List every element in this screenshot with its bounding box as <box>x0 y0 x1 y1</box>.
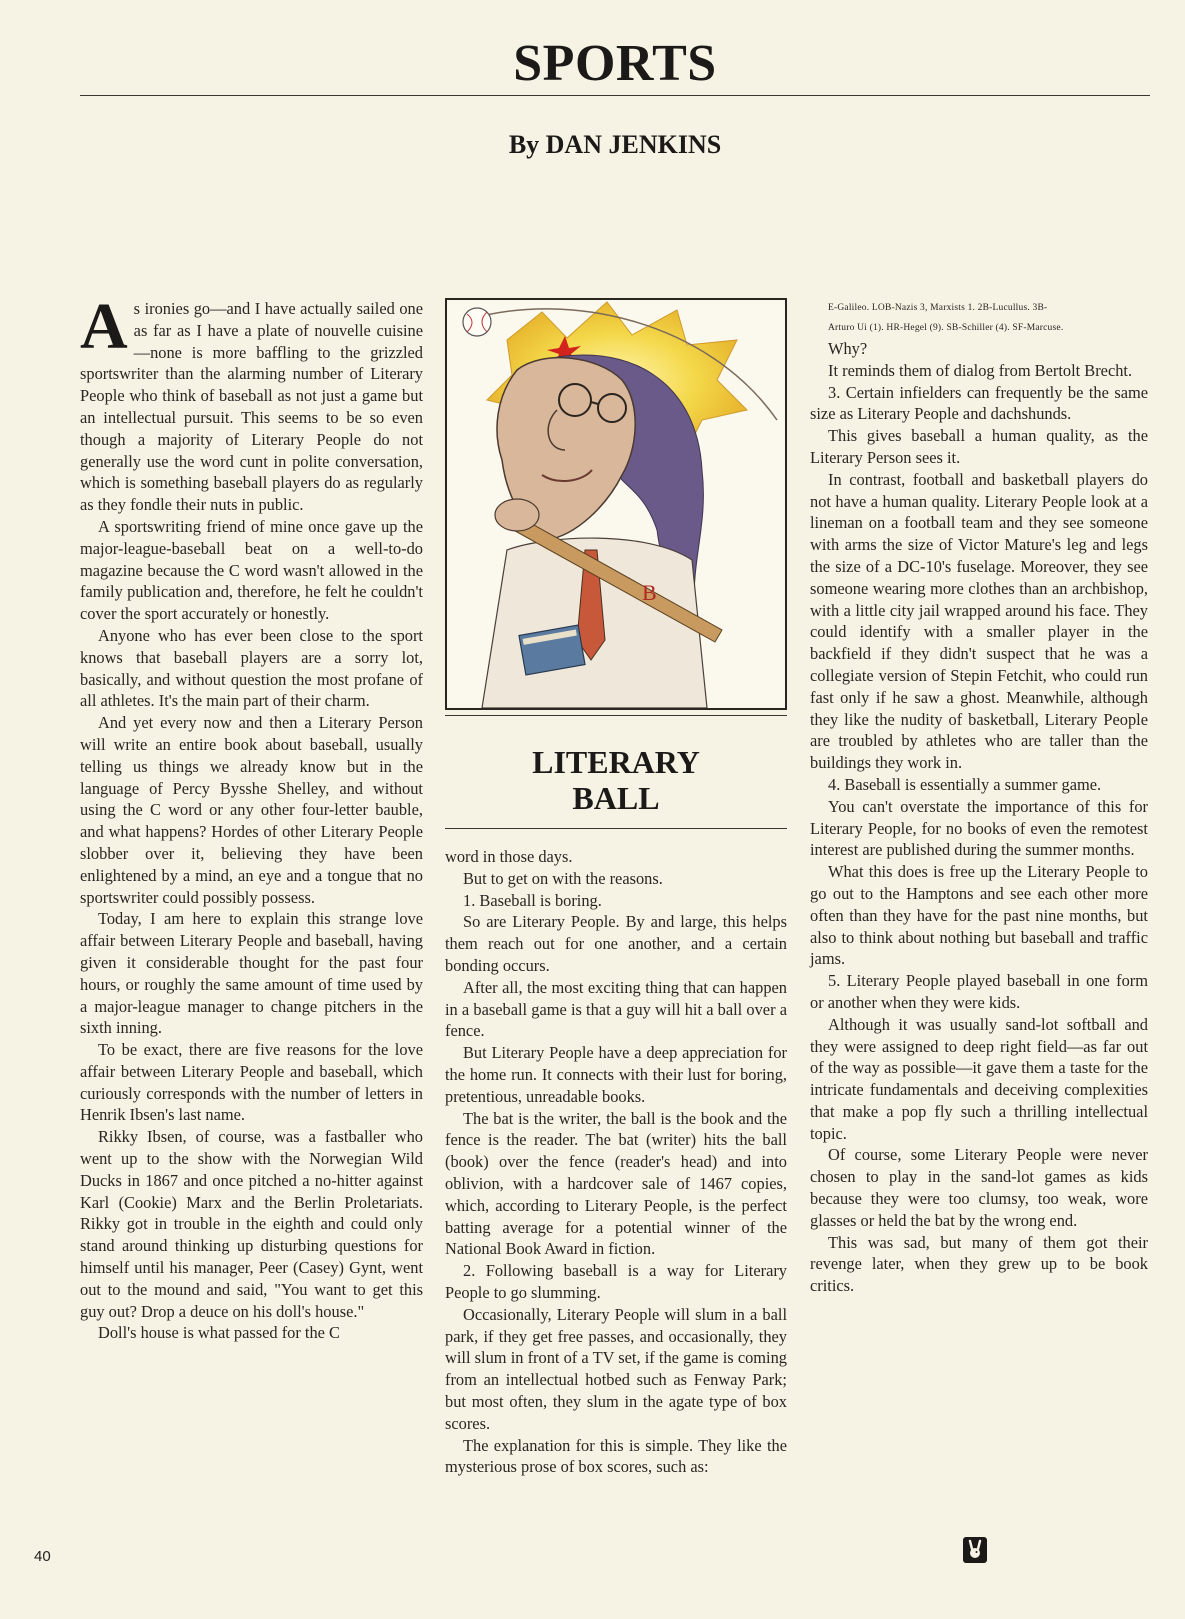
paragraph: 2. Following baseball is a way for Literary People to go slumming. <box>445 1261 787 1302</box>
caricature-illustration <box>445 298 787 710</box>
byline: By DAN JENKINS <box>508 130 722 159</box>
rabbit-head-icon <box>963 1537 987 1563</box>
paragraph: You can't overstate the importance of this for Literary People, for no books of even the remotest interest are published during the summer months. <box>810 796 1148 860</box>
section-title: SPORTS <box>513 35 717 92</box>
headline-rule-top <box>445 715 787 716</box>
paragraph: After all, the most exciting thing that can happen in a baseball game is that a guy will hit a ball over a fence. <box>445 977 787 1041</box>
drop-cap: A <box>80 290 128 363</box>
headline-line-1: LITERARY <box>532 744 700 780</box>
svg-text:B: B <box>642 580 657 605</box>
box-score-line: Arturo Ui (1). HR-Hegel (9). SB-Schiller (4). SF-Marcuse. <box>828 323 1064 333</box>
paragraph: But to get on with the reasons. <box>463 868 663 888</box>
paragraph: To be exact, there are five reasons for the love affair between Literary People and baseball, which curiously corresponds with the number of letters in Henrik Ibsen's last name. <box>80 1040 423 1125</box>
batter-caricature-image <box>447 300 785 708</box>
paragraph: Today, I am here to explain this strange love affair between Literary People and baseball, having given it considerable thought for the past four hours, or roughly the same amount of time used by a major-league manager to change pitchers in the sixth inning. <box>80 909 423 1038</box>
paragraph: 3. Certain infielders can frequently be the same size as Literary People and dachshunds. <box>810 382 1148 424</box>
headline-line-2: BALL <box>572 780 660 816</box>
paragraph: This gives baseball a human quality, as the Literary Person sees it. <box>810 426 1148 467</box>
paragraph: word in those days. <box>445 847 573 866</box>
article-column-3 <box>810 298 1148 1297</box>
paragraph: And yet every now and then a Literary Person will write an entire book about baseball, usually telling us things we already know but in the language of Percy Bysshe Shelley, and without using the C word or any other four-letter bauble, and what happens? Hordes of other Literary People slobber over it, believing they have been enlightened by a mind, an eye and a tongue that no sportswriter could possibly possess. <box>80 713 423 907</box>
paragraph: Why? <box>828 339 868 358</box>
paragraph: In contrast, football and basketball players do not have a human quality. Literary People look at a lineman on a football team and they see someone with arms the size of Victor Mature's leg and legs the size of a DC-10's fuselage. Moreover, they see someone wearing more clothes than an archbishop, with a little city jail wrapped around his face. They could identify with a smaller player in the backfield if they didn't suspect that he was a collegiate version of Stepin Fetchit, who could run fast only if he saw a ghost. Meanwhile, although they like the nudity of basketball, Literary People are troubled by athletes who are taller than the buildings they work in. <box>810 469 1148 773</box>
paragraph: A sportswriting friend of mine once gave up the major-league-baseball beat on a well-to-do magazine because the C word wasn't allowed in the family publication and, therefore, he felt he couldn't cover the sport accurately or honestly. <box>80 516 423 624</box>
paragraph: Anyone who has ever been close to the sport knows that baseball players are a sorry lot, basically, and without question the most profane of all athletes. It's the main part of their charm. <box>80 625 423 711</box>
paragraph: But Literary People have a deep appreciation for the home run. It connects with their lust for boring, pretentious, unreadable books. <box>445 1043 787 1106</box>
paragraph: It reminds them of dialog from Bertolt Brecht. <box>828 360 1133 380</box>
headline-rule-bottom <box>445 828 787 829</box>
paragraph: Occasionally, Literary People will slum in a ball park, if they get free passes, and occasionally, they will slum in front of a TV set, if the game is coming from an intellectual hotbed such as Fenway Park; but most often, they slum in the agate type of box scores. <box>445 1304 787 1433</box>
paragraph: This was sad, but many of them got their revenge later, when they grew up to be book critics. <box>810 1232 1148 1296</box>
page-number: 40 <box>34 1548 51 1565</box>
paragraph: Of course, some Literary People were never chosen to play in the sand-lot games as kids because they were too clumsy, too weak, wore glasses or held the bat by the wrong end. <box>810 1145 1148 1230</box>
paragraph: Although it was usually sand-lot softball and they were assigned to deep right field—as far out of the way as possible—it gave them a taste for the intricate fundamentals and deceiving complexities that make a pop fly such a thrilling intellectual topic. <box>810 1014 1148 1143</box>
title-rule <box>80 95 1150 96</box>
article-headline <box>445 744 787 816</box>
paragraph: The explanation for this is simple. They like the mysterious prose of box scores, such as: <box>445 1435 787 1477</box>
article-column-1 <box>80 290 423 1344</box>
paragraph: So are Literary People. By and large, this helps them reach out for one another, and a certain bonding occurs. <box>445 912 787 975</box>
paragraph: What this does is free up the Literary People to go out to the Hamptons and see each other more often than they have for the past nine months, but also to think about nothing but baseball and traffic jams. <box>810 862 1148 969</box>
paragraph: The bat is the writer, the ball is the book and the fence is the reader. The bat (writer) hits the ball (book) over the fence (reader's head) and into oblivion, with a hardcover sale of 1467 copies, which, according to Literary People, is the perfect batting average for a potential winner of the National Book Award in fiction. <box>445 1108 787 1259</box>
box-score-line: E-Galileo. LOB-Nazis 3, Marxists 1. 2B-Lucullus. 3B- <box>828 303 1048 313</box>
paragraph: As ironies go—and I have actually sailed one as far as I have a plate of nouvelle cuisine—none is more baffling to the grizzled sportswriter than the alarming number of Literary People who think of baseball as not just a game but an intellectual pursuit. This seems to be so even though a majority of Literary People do not generally use the word cunt in polite conversation, which is something baseball players do as regularly as they fondle their nuts in public. <box>80 290 423 515</box>
paragraph: 5. Literary People played baseball in one form or another when they were kids. <box>810 971 1148 1012</box>
article-column-2 <box>445 846 787 1478</box>
paragraph: 1. Baseball is boring. <box>463 890 602 910</box>
paragraph: Doll's house is what passed for the C <box>98 1323 340 1343</box>
paragraph: Rikky Ibsen, of course, was a fastballer who went up to the show with the Norwegian Wild Ducks in 1867 and once pitched a no-hitter against Karl (Cookie) Marx and the Berlin Proletariats. Rikky got in trouble in the eighth and could only stand around thinking up disturbing questions for himself until his manager, Peer (Casey) Gynt, went out to the mound and said, "You want to get this guy out? Drop a deuce on his doll's house." <box>80 1127 423 1321</box>
paragraph: 4. Baseball is essentially a summer game. <box>828 774 1102 794</box>
